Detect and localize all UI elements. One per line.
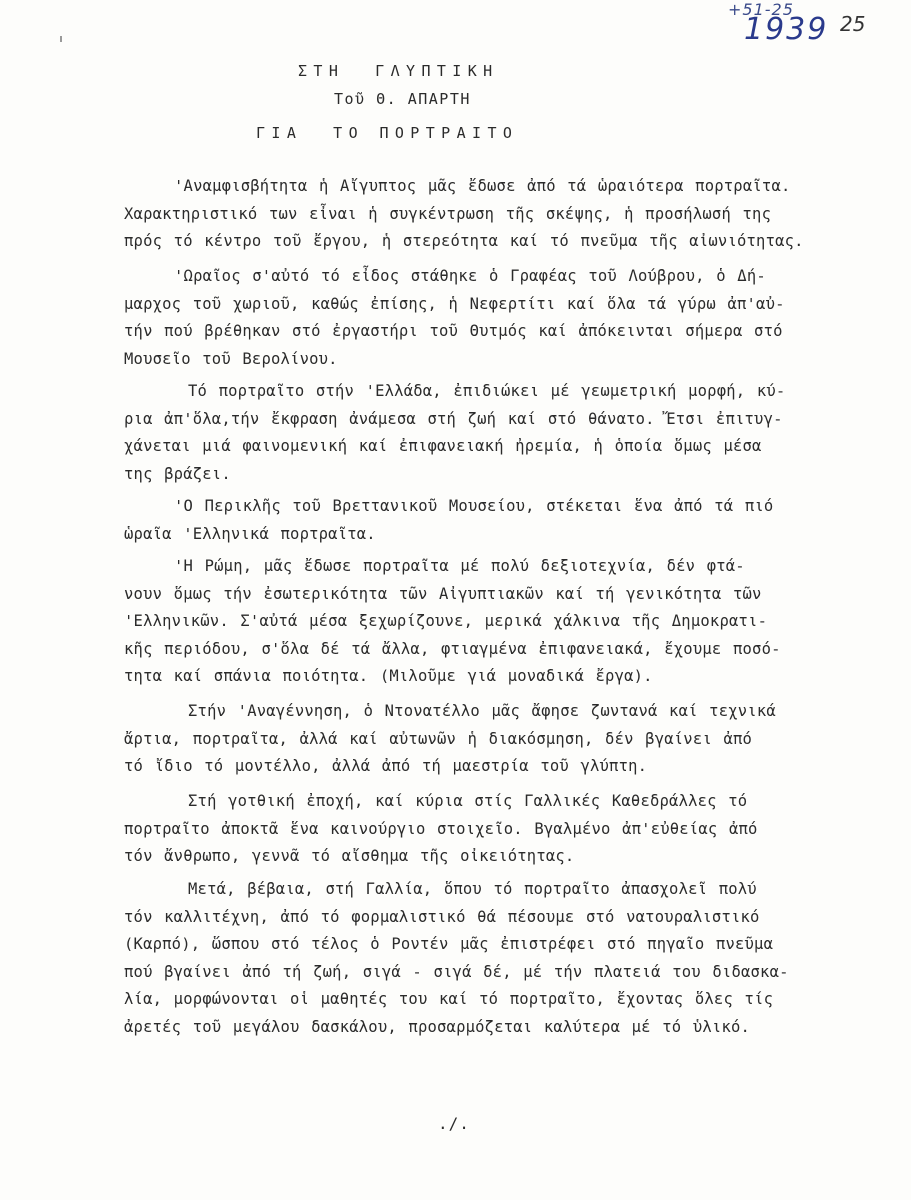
heading-line-1: ΣΤΗ ΓΛΥΠΤΙΚΗ [298,62,499,80]
paragraph-renaissance [124,698,864,781]
paragraph-france [124,876,864,1041]
text-line: χάνεται μιά φαινομενική καί ἐπιφανειακή ἠρεμία, ἡ ὁποία ὅμως μέσα [124,437,762,455]
heading-line-3: ΓΙΑ ΤΟ ΠΟΡΤΡΑΙΤΟ [256,124,519,142]
text-line: της βράζει. [124,464,231,483]
text-line: Μετά, βέβαια, στή Γαλλία, ὅπου τό πορτραῖτο ἀπασχολεῖ πολύ [188,880,757,898]
paragraph-egypt [124,173,864,256]
author-line: Τοῦ Θ. ΑΠΑΡΤΗ [334,90,471,108]
text-line: 'Η Ρώμη, μᾶς ἔδωσε πορτραῖτα μέ πολύ δεξιοτεχνία, δέν φτά- [174,557,745,575]
text-line: ἀρετές τοῦ μεγάλου δασκάλου, προσαρμόζεται καλύτερα μέ τό ὑλικό. [124,1017,751,1036]
text-line: Μουσεῖο τοῦ Βερολίνου. [124,349,338,368]
text-line: τητα καί σπάνια ποιότητα. (Μιλοῦμε γιά μοναδικά ἔργα). [124,667,653,685]
text-line: λία, μορφώνονται οἱ μαθητές του καί τό πορτραῖτο, ἔχοντας ὅλες τίς [124,990,774,1008]
paragraph-greece [124,378,864,488]
paragraph-louvre [124,263,864,373]
archive-code-annotation: +51-25 [728,0,794,19]
text-line: 'Ελληνικῶν. Σ'αὐτά μέσα ξεχωρίζουνε, μερικά χάλκινα τῆς Δημοκρατι- [124,612,768,630]
text-line: πρός τό κέντρο τοῦ ἔργου, ἡ στερεότητα καί τό πνεῦμα τῆς αἰωνιότητας. [124,232,804,250]
paragraph-rome [124,553,864,691]
paragraph-gothic [124,788,864,871]
text-line: τόν καλλιτέχνη, ἀπό τό φορμαλιστικό θά πέσουμε στό νατουραλιστικό [124,907,760,926]
page-end-mark: ./. [438,1114,470,1133]
text-line: μαρχος τοῦ χωριοῦ, καθώς ἐπίσης, ἡ Νεφερτίτι καί ὅλα τά γύρω ἀπ'αὐ- [124,294,785,313]
text-line: (Καρπό), ὥσπου στό τέλος ὁ Ροντέν μᾶς ἐπιστρέφει στό πηγαῖο πνεῦμα [124,935,774,953]
text-line: πού βγαίνει ἀπό τή ζωή, σιγά - σιγά δέ, μέ τήν πλατειά του διδασκα- [124,962,789,981]
text-line: ρια ἀπ'ὅλα,τήν ἔκφραση ἀνάμεσα στή ζωή καί στό θάνατο. Ἔτσι ἐπιτυγ- [124,409,783,428]
paragraph-pericles [124,493,864,548]
text-line: ἄρτια, πορτραῖτα, ἀλλά καί αὐτωνῶν ἡ διακόσμηση, δέν βγαίνει ἀπό [124,729,753,748]
text-line: ὡραῖα 'Ελληνικά πορτραῖτα. [124,524,376,543]
text-line: 'Αναμφισβήτητα ἡ Αἴγυπτος μᾶς ἔδωσε ἀπό τά ὡραιότερα πορτραῖτα. [174,177,791,195]
text-line: Στήν 'Αναγέννηση, ὁ Ντονατέλλο μᾶς ἄφησε ζωντανά καί τεχνικά [188,702,776,720]
text-line: τόν ἄνθρωπο, γεννᾶ τό αἴσθημα τῆς οἰκειότητας. [124,847,575,865]
page-number: 25 [840,12,866,36]
text-line: πορτραῖτο ἀποκτᾶ ἕνα καινούργιο στοιχεῖο. Βγαλμένο ἀπ'εὐθείας ἀπό [124,819,758,838]
year-annotation: 1939 [744,12,829,47]
margin-mark [60,36,62,42]
text-line: Τό πορτραῖτο στήν 'Ελλάδα, ἐπιδιώκει μέ γεωμετρική μορφή, κύ- [188,382,786,400]
text-line: τήν πού βρέθηκαν στό ἐργαστήρι τοῦ Θυτμός καί ἀπόκεινται σήμερα στό [124,322,783,340]
text-line: Χαρακτηριστικό των εἶναι ἡ συγκέντρωση τῆς σκέψης, ἡ προσήλωσή της [124,204,772,223]
text-line: 'Ο Περικλῆς τοῦ Βρεττανικοῦ Μουσείου, στέκεται ἕνα ἀπό τά πιό [174,497,774,515]
text-line: 'Ωραῖος σ'αὐτό τό εἶδος στάθηκε ὁ Γραφέας τοῦ Λούβρου, ὁ Δή- [174,267,766,285]
text-line: νουν ὅμως τήν ἐσωτερικότητα τῶν Αἰγυπτιακῶν καί τή γενικότητα τῶν [124,584,762,603]
text-line: τό ἴδιο τό μοντέλλο, ἀλλά ἀπό τή μαεστρία τοῦ γλύπτη. [124,757,648,775]
text-line: Στή γοτθική ἐποχή, καί κύρια στίς Γαλλικές Καθεδράλλες τό [188,792,748,810]
text-line: κῆς περιόδου, σ'ὅλα δέ τά ἄλλα, φτιαγμένα ἐπιφανειακά, ἔχουμε ποσό- [124,639,781,658]
